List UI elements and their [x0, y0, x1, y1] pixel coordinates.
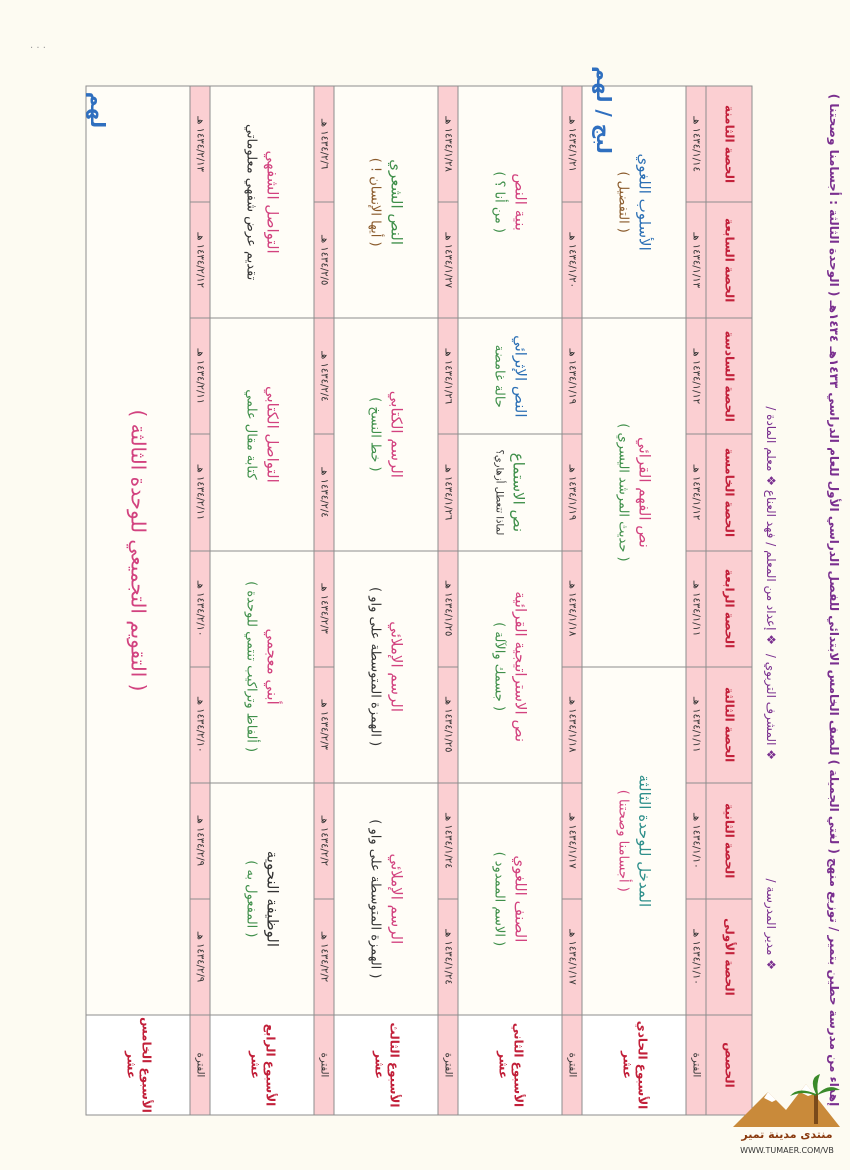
date-cell: ١٤٣٤/١/١١ هـ	[686, 550, 706, 666]
week13-dates	[438, 86, 458, 1115]
date-cell: ١٤٣٤/١/١٢ هـ	[686, 434, 706, 550]
director-label: مدير المدرسة /	[764, 878, 778, 956]
periods-header: الحصص	[706, 1015, 752, 1115]
topic-title: التواصل الشفهي	[263, 150, 282, 254]
week13-topic-4	[334, 86, 438, 318]
week13-topic-1	[334, 782, 438, 1014]
period-label: الفترة	[314, 1015, 334, 1115]
period-label: الفترة	[438, 1015, 458, 1115]
deco-2: ❖	[764, 475, 778, 486]
period-6-header: الحصة السادسة	[706, 318, 752, 434]
period-1-header: الحصة الأولى	[706, 898, 752, 1014]
week13-topic-3	[334, 318, 438, 550]
date-cell: ١٤٣٤/٢/١٠ هـ	[190, 666, 210, 782]
date-cell: ١٤٣٤/١/٢١ هـ	[562, 86, 582, 202]
teacher-name: إعداد من المعلم / فهد العناع	[764, 489, 778, 631]
period-label: الفترة	[686, 1015, 706, 1115]
topic-title: أبني معجمي	[263, 627, 282, 705]
teacher-role: معلم المادة /	[764, 406, 778, 472]
supervisor-label: المشرف التربوي /	[764, 653, 778, 746]
date-cell: ١٤٣٤/١/١٧ هـ	[562, 898, 582, 1014]
week-title-cell	[458, 1015, 562, 1115]
date-cell: ١٤٣٤/١/١٠ هـ	[686, 782, 706, 898]
topic-sub: ( التفضيل )	[615, 170, 631, 233]
date-cell: ١٤٣٤/٢/١١ هـ	[190, 434, 210, 550]
week13-title: الأسبوع الثالث عشر	[371, 1022, 401, 1107]
topic-title: الأسلوب اللغوي	[635, 152, 654, 251]
topic-sub: ( خط النسخ )	[367, 396, 383, 472]
topic-title: الوظيفة النحوية	[263, 850, 282, 947]
week11-topic-2	[582, 318, 686, 666]
date-cell: ١٤٣٤/١/١٢ هـ	[686, 318, 706, 434]
topic-title: النص الشعري	[387, 158, 406, 245]
week15-dates	[190, 86, 210, 1115]
date-cell: ١٤٣٤/١/٢٦ هـ	[438, 318, 458, 434]
date-cell: ١٤٣٤/٢/١٣ هـ	[190, 86, 210, 202]
page-title: إهداء من مدرسة حطين بتمير / توزيع منهج ( لغتي الجميلة ) للصف الخامس الابتدائي للفصل الدراسي الأول للعام الدراسي ١٤٣٣هـ ١٤٣٤هـ ( الوحدة الثالثة : أجسامنا وصحتنا )	[827, 93, 841, 1107]
title-strip	[822, 85, 846, 1115]
deco-1: ❖	[764, 634, 778, 645]
topic-title: الصنف اللغوي	[511, 854, 530, 942]
topic-sub: تقديم عرض شفهي معلوماتي	[243, 123, 259, 280]
period-4-header: الحصة الرابعة	[706, 550, 752, 666]
week11-title: الأسبوع الحادي عشر	[619, 1020, 649, 1109]
topic-sub: لماذا تتعطل أزهاري؟	[492, 449, 504, 535]
week12-title: الأسبوع الثاني عشر	[495, 1022, 525, 1107]
period-3-header: الحصة الثالثة	[706, 666, 752, 782]
week14-topic-3	[210, 318, 314, 550]
week13-topic-2	[334, 550, 438, 782]
date-cell: ١٤٣٤/١/٢٥ هـ	[438, 666, 458, 782]
topic-sub: حالة غامضة	[491, 344, 507, 408]
period-8-header: الحصة الثامنة	[706, 86, 752, 202]
week11-row	[582, 86, 686, 1115]
date-cell: ١٤٣٤/٢/٩ هـ	[190, 782, 210, 898]
topic-sub: ( أيها الإنسان ! )	[367, 157, 383, 247]
logo-url: WWW.TUMAER.COM/VB	[740, 1146, 834, 1155]
topic-sub: ( حديث المرشد اليسري )	[615, 422, 631, 562]
week14-dates	[314, 86, 334, 1115]
date-cell: ١٤٣٤/١/١٤ هـ	[686, 86, 706, 202]
supervisor-strip	[756, 560, 786, 760]
period-5-header: الحصة الخامسة	[706, 434, 752, 550]
date-cell: ١٤٣٤/٢/٢ هـ	[314, 898, 334, 1014]
topic-title: بنية النص	[511, 172, 530, 231]
date-cell: ١٤٣٤/٢/٢ هـ	[314, 782, 334, 898]
palm-mountain-icon	[728, 1072, 846, 1130]
week-title-cell	[86, 1015, 190, 1115]
date-cell: ١٤٣٤/١/٢٥ هـ	[438, 550, 458, 666]
week14-topic-4	[210, 86, 314, 318]
date-cell: ١٤٣٤/١/٢٨ هـ	[438, 86, 458, 202]
topic-sub: ( من أنا ؟ )	[491, 170, 507, 233]
header-row	[706, 86, 752, 1115]
director-strip	[756, 800, 786, 970]
date-cell: ١٤٣٤/١/٢٧ هـ	[438, 202, 458, 318]
topic-title: المدخل للوحدة الثالثة	[635, 773, 654, 907]
date-cell: ١٤٣٤/٢/٤ هـ	[314, 434, 334, 550]
date-cell: ١٤٣٤/١/١٩ هـ	[562, 318, 582, 434]
week12-topic-1	[458, 782, 562, 1014]
topic-sub: ( أجسامنا وصحتنا )	[615, 789, 631, 892]
week12-topic-5	[458, 86, 562, 318]
week11-mark: لهم	[86, 91, 111, 129]
week15-title: الأسبوع الخامس عشر	[123, 1016, 153, 1113]
topic-title: الرسم الإملائي	[387, 620, 406, 712]
schedule-table	[85, 85, 752, 1115]
date-cell: ١٤٣٤/٢/٤ هـ	[314, 318, 334, 434]
forum-logo	[728, 1072, 846, 1164]
logo-name: منتدى مدينة تمير	[741, 1128, 833, 1141]
topic-title: ( التقويم التجميعي للوحدة الثالثة )	[125, 409, 150, 691]
week12-topic-3	[458, 434, 562, 550]
topic-sub: ( المفعول به )	[243, 859, 259, 937]
week14-title: الأسبوع الرابع عشر	[247, 1023, 277, 1106]
date-cell: ١٤٣٤/٢/٥ هـ	[314, 202, 334, 318]
period-label: الفترة	[562, 1015, 582, 1115]
week12-topic-4	[458, 318, 562, 434]
period-2-header: الحصة الثانية	[706, 782, 752, 898]
week-title-cell	[210, 1015, 314, 1115]
deco-4: ❖	[764, 959, 778, 970]
week11-topic-1	[582, 666, 686, 1014]
topic-sub: ( الهمزة المتوسطة على واو )	[367, 818, 383, 978]
date-cell: ١٤٣٤/٢/٣ هـ	[314, 550, 334, 666]
week-title-cell	[582, 1015, 686, 1115]
date-cell: ١٤٣٤/١/١٨ هـ	[562, 666, 582, 782]
period-label: الفترة	[190, 1015, 210, 1115]
date-cell: ١٤٣٤/١/١٧ هـ	[562, 782, 582, 898]
topic-title: النص الإثرائي	[511, 334, 530, 418]
topic-title: نص الاستراتيجية القرائية	[511, 590, 530, 742]
date-cell: ١٤٣٤/١/١٩ هـ	[562, 434, 582, 550]
week15-topic-1	[86, 86, 190, 1015]
scan-marks: . . .	[30, 40, 46, 51]
date-cell: ١٤٣٤/١/٢٠ هـ	[562, 202, 582, 318]
date-cell: ١٤٣٤/١/١١ هـ	[686, 666, 706, 782]
week11-dates	[686, 86, 706, 1115]
date-cell: ١٤٣٤/٢/١٠ هـ	[190, 550, 210, 666]
date-cell: ١٤٣٤/١/٢٤ هـ	[438, 898, 458, 1014]
topic-sub: ( الاسم الممدود )	[491, 851, 507, 946]
week-title-cell	[334, 1015, 438, 1115]
topic-sub: كتابة مقال علمي	[243, 388, 259, 480]
week14-topic-2	[210, 550, 314, 782]
topic-title: الرسم الكتابي	[387, 390, 406, 478]
topic-sub: ( جسمك والآلة )	[491, 621, 507, 711]
deco-3: ❖	[764, 749, 778, 760]
week12-topic-2	[458, 550, 562, 782]
topic-sub: ( ألفاظ وتراكيب تنتمي للوحدة )	[243, 580, 259, 752]
date-cell: ١٤٣٤/٢/١٢ هـ	[190, 202, 210, 318]
date-cell: ١٤٣٤/١/٢٦ هـ	[438, 434, 458, 550]
date-cell: ١٤٣٤/٢/٣ هـ	[314, 666, 334, 782]
date-cell: ١٤٣٤/٢/٦ هـ	[314, 86, 334, 202]
week14-row	[210, 86, 314, 1115]
week13-row	[334, 86, 438, 1115]
topic-title: التواصل الكتابي	[263, 385, 282, 483]
schedule-sheet	[85, 85, 752, 1115]
topic-sub: ( الهمزة المتوسطة على واو )	[367, 586, 383, 746]
week13-mark: لبج / لهم	[591, 66, 616, 154]
week14-topic-1	[210, 782, 314, 1014]
period-7-header: الحصة السابعة	[706, 202, 752, 318]
week15-row	[86, 86, 190, 1115]
date-cell: ١٤٣٤/١/١٣ هـ	[686, 202, 706, 318]
date-cell: ١٤٣٤/٢/٩ هـ	[190, 898, 210, 1014]
date-cell: ١٤٣٤/١/١٨ هـ	[562, 550, 582, 666]
date-cell: ١٤٣٤/١/٢٤ هـ	[438, 782, 458, 898]
topic-title: نص الفهم القرائي	[635, 436, 654, 548]
topic-title: نص الاستماع	[508, 452, 527, 532]
topic-title: الرسم الإملائي	[387, 853, 406, 944]
week12-row	[458, 86, 562, 1115]
date-cell: ١٤٣٤/٢/١١ هـ	[190, 318, 210, 434]
date-cell: ١٤٣٤/١/١٠ هـ	[686, 898, 706, 1014]
week12-dates	[562, 86, 582, 1115]
